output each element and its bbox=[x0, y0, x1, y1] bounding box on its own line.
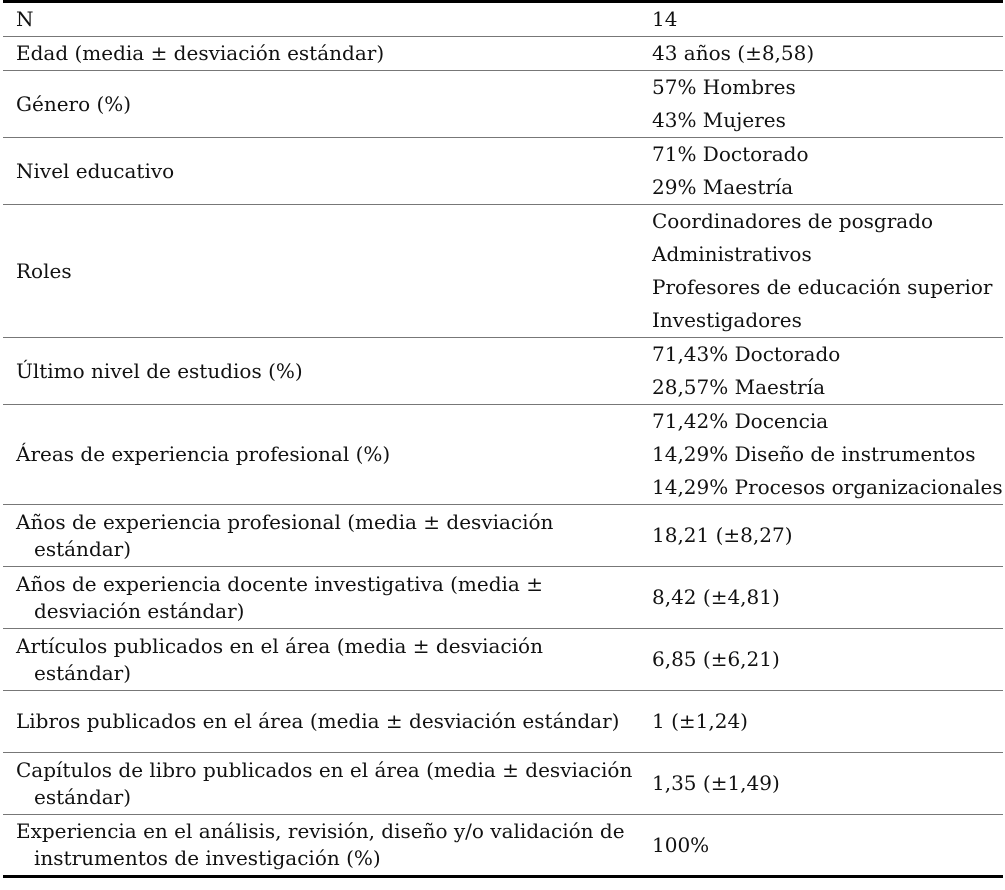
value-line: 71,42% Docencia bbox=[652, 409, 829, 433]
value-line: 14,29% Procesos organizacionales bbox=[652, 475, 1003, 499]
table-row bbox=[3, 205, 1003, 338]
value-line: Profesores de educación superior bbox=[652, 275, 993, 299]
value-line: Investigadores bbox=[652, 308, 802, 332]
row-value bbox=[649, 138, 1003, 205]
row-label: Capítulos de libro publicados en el área (media ± desviación estándar) bbox=[3, 753, 649, 815]
value-line: 14 bbox=[652, 7, 678, 31]
demographics-table bbox=[3, 0, 1003, 878]
row-label: Artículos publicados en el área (media ± desviación estándar) bbox=[3, 629, 649, 691]
row-label: Género (%) bbox=[3, 71, 649, 138]
row-label: Nivel educativo bbox=[3, 138, 649, 205]
table-row bbox=[3, 405, 1003, 505]
row-label: N bbox=[3, 2, 649, 37]
value-line: 28,57% Maestría bbox=[652, 375, 826, 399]
value-line: 6,85 (±6,21) bbox=[652, 647, 780, 671]
table-row bbox=[3, 815, 1003, 877]
value-line: 43 años (±8,58) bbox=[652, 41, 815, 65]
table-body bbox=[3, 2, 1003, 877]
table-row bbox=[3, 691, 1003, 753]
row-value bbox=[649, 505, 1003, 567]
value-line: 71,43% Doctorado bbox=[652, 342, 841, 366]
row-value bbox=[649, 629, 1003, 691]
row-value bbox=[649, 2, 1003, 37]
row-value bbox=[649, 753, 1003, 815]
table-row bbox=[3, 567, 1003, 629]
row-value bbox=[649, 205, 1003, 338]
row-value bbox=[649, 691, 1003, 753]
row-value bbox=[649, 338, 1003, 405]
table-row bbox=[3, 71, 1003, 138]
row-label: Años de experiencia profesional (media ± desviación estándar) bbox=[3, 505, 649, 567]
value-line: 43% Mujeres bbox=[652, 108, 786, 132]
value-line: Coordinadores de posgrado bbox=[652, 209, 934, 233]
row-value bbox=[649, 37, 1003, 71]
table-row bbox=[3, 753, 1003, 815]
value-line: 1,35 (±1,49) bbox=[652, 771, 780, 795]
row-value bbox=[649, 815, 1003, 877]
row-label: Libros publicados en el área (media ± desviación estándar) bbox=[3, 691, 649, 753]
value-line: 1 (±1,24) bbox=[652, 709, 748, 733]
row-label: Edad (media ± desviación estándar) bbox=[3, 37, 649, 71]
row-label: Experiencia en el análisis, revisión, diseño y/o validación de instrumentos de investigación (%) bbox=[3, 815, 649, 877]
value-line: 29% Maestría bbox=[652, 175, 794, 199]
value-line: 14,29% Diseño de instrumentos bbox=[652, 442, 976, 466]
value-line: 100% bbox=[652, 832, 710, 857]
value-line: 18,21 (±8,27) bbox=[652, 523, 793, 547]
table-row bbox=[3, 629, 1003, 691]
value-line: 8,42 (±4,81) bbox=[652, 585, 780, 609]
table-row bbox=[3, 2, 1003, 37]
row-label: Años de experiencia docente investigativa (media ± desviación estándar) bbox=[3, 567, 649, 629]
value-line: 57% Hombres bbox=[652, 75, 796, 99]
table-row bbox=[3, 138, 1003, 205]
row-value bbox=[649, 71, 1003, 138]
value-line: Administrativos bbox=[652, 242, 812, 266]
row-value bbox=[649, 567, 1003, 629]
table-row bbox=[3, 338, 1003, 405]
row-label: Áreas de experiencia profesional (%) bbox=[3, 405, 649, 505]
row-label: Último nivel de estudios (%) bbox=[3, 338, 649, 405]
table-row bbox=[3, 505, 1003, 567]
row-value bbox=[649, 405, 1003, 505]
value-line: 71% Doctorado bbox=[652, 142, 809, 166]
row-label: Roles bbox=[3, 205, 649, 338]
table-row bbox=[3, 37, 1003, 71]
